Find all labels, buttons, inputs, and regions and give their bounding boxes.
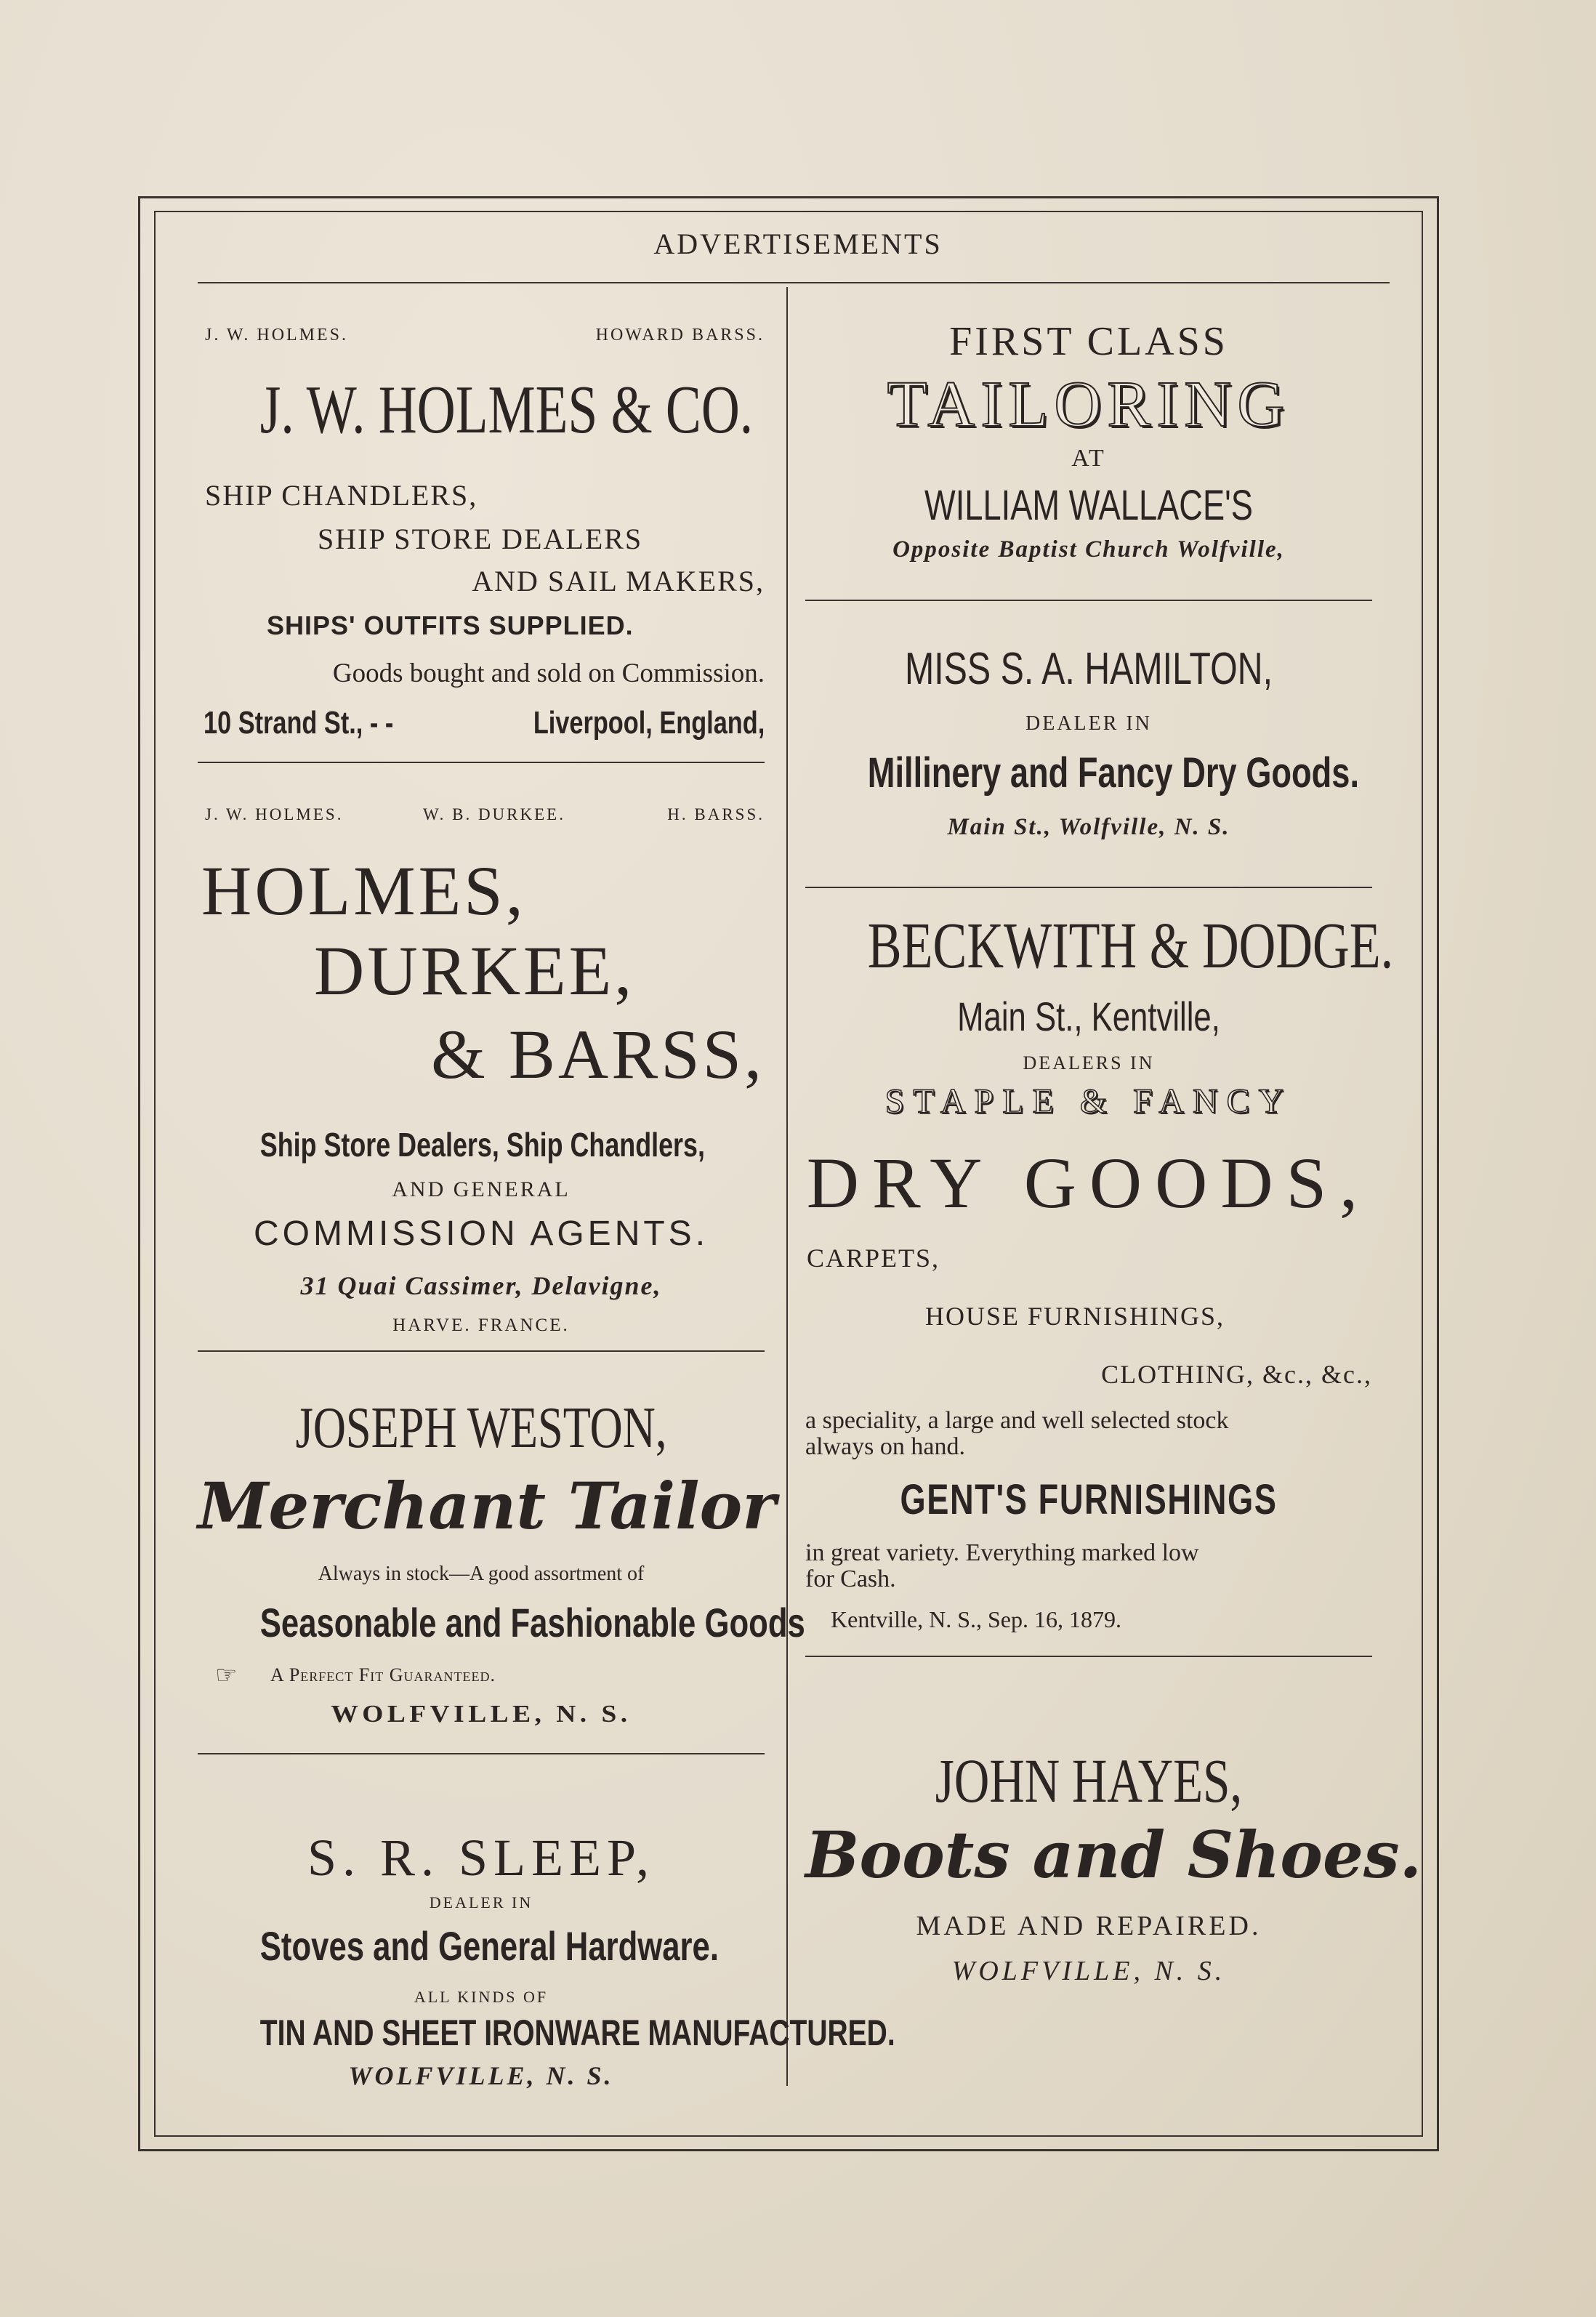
address: 31 Quai Cassimer, Delavigne, [300, 1271, 662, 1300]
ad-beckwith-dodge [805, 887, 1394, 1770]
partner-name: J. W. HOLMES. [205, 805, 344, 823]
page-title: ADVERTISEMENTS [653, 227, 943, 260]
date: Kentville, N. S., Sep. 16, 1879. [831, 1606, 1121, 1632]
ad-line: Seasonable and Fashionable Goods [259, 1600, 805, 1645]
address: Liverpool, England, [533, 705, 765, 741]
ad-line: TIN AND SHEET IRONWARE MANUFACTURED. [259, 2012, 895, 2053]
headline: DRY GOODS, [806, 1143, 1371, 1223]
ad-line: CLOTHING, &c., &c., [1101, 1360, 1372, 1389]
firm-name: DURKEE, [314, 932, 635, 1010]
ad-john-hayes [805, 1664, 1422, 2071]
ad-line: Goods bought and sold on Commission. [332, 658, 765, 688]
headline: TAILORING [887, 368, 1291, 440]
column-divider [786, 287, 788, 2086]
ad-text: always on hand. [805, 1433, 966, 1460]
city: HARVE. FRANCE. [392, 1315, 570, 1335]
address: 10 Strand St., - - [203, 705, 394, 741]
ad-line: SHIPS' OUTFITS SUPPLIED. [267, 611, 634, 640]
ad-william-wallace [805, 291, 1372, 603]
ad-line: Millinery and Fancy Dry Goods. [867, 749, 1360, 797]
pointing-hand-icon: ☞ [215, 1662, 238, 1689]
ad-line: COMMISSION AGENTS. [253, 1214, 709, 1253]
town: WOLFVILLE, N. S. [331, 1701, 632, 1728]
firm-name: JOSEPH WESTON, [295, 1396, 667, 1460]
ad-line: A Perfect Fit Guaranteed. [270, 1664, 496, 1685]
title-rule [198, 282, 1390, 283]
ad-line: DEALERS IN [1023, 1052, 1155, 1073]
firm-name: BECKWITH & DODGE. [867, 910, 1394, 982]
ad-line: AND SAIL MAKERS, [472, 565, 765, 597]
ad-text: for Cash. [805, 1566, 896, 1592]
firm-name: WILLIAM WALLACE'S [924, 482, 1253, 529]
firm-name: JOHN HAYES, [935, 1746, 1243, 1816]
partner-name: HOWARD BARSS. [595, 326, 765, 344]
ad-holmes-co [198, 291, 765, 763]
ad-line: DEALER IN [429, 1893, 533, 1911]
ad-line: Always in stock—A good assortment of [318, 1563, 645, 1585]
ad-line: AT [1071, 445, 1106, 472]
ad-line: ALL KINDS OF [414, 1988, 549, 2006]
address: Main St., Kentville, [957, 994, 1220, 1039]
ad-line: Stoves and General Hardware. [259, 1923, 719, 1969]
trade-heading: Merchant Tailor [198, 1468, 776, 1544]
ad-miss-hamilton [805, 603, 1372, 894]
separator [805, 1656, 1372, 1657]
ad-line: SHIP STORE DEALERS [318, 523, 643, 555]
ad-line: AND GENERAL [392, 1177, 571, 1201]
ad-line: MADE AND REPAIRED. [916, 1911, 1262, 1941]
ad-line: DEALER IN [1025, 712, 1152, 735]
partner-name: H. BARSS. [667, 805, 765, 823]
trade-heading: Boots and Shoes. [805, 1817, 1422, 1893]
separator [805, 600, 1372, 601]
partner-name: J. W. HOLMES. [205, 326, 349, 344]
firm-name: S. R. SLEEP, [307, 1829, 656, 1887]
partner-name: W. B. DURKEE. [423, 805, 565, 823]
ad-line: HOUSE FURNISHINGS, [925, 1302, 1225, 1331]
headline: STAPLE & FANCY [884, 1082, 1293, 1121]
ad-line: FIRST CLASS [949, 319, 1228, 364]
firm-name: MISS S. A. HAMILTON, [904, 644, 1273, 694]
ad-text: in great variety. Everything marked low [805, 1539, 1199, 1566]
company-name: J. W. HOLMES & CO. [259, 372, 754, 448]
ad-line: CARPETS, [807, 1244, 940, 1273]
separator [198, 1753, 765, 1754]
heading: GENT'S FURNISHINGS [900, 1476, 1278, 1523]
town: WOLFVILLE, N. S. [951, 1956, 1226, 1986]
address: Main St., Wolfville, N. S. [947, 814, 1230, 840]
firm-name: & BARSS, [431, 1015, 765, 1093]
ad-text: a speciality, a large and well selected stock [805, 1407, 1229, 1434]
firm-name: HOLMES, [201, 852, 526, 930]
ad-line: Ship Store Dealers, Ship Chandlers, [259, 1126, 705, 1164]
ad-joseph-weston [198, 1352, 805, 1788]
address: Opposite Baptist Church Wolfville, [892, 536, 1285, 563]
ad-sr-sleep [198, 1759, 895, 2090]
ad-line: SHIP CHANDLERS, [205, 479, 478, 512]
town: WOLFVILLE, N. S. [348, 2061, 614, 2090]
